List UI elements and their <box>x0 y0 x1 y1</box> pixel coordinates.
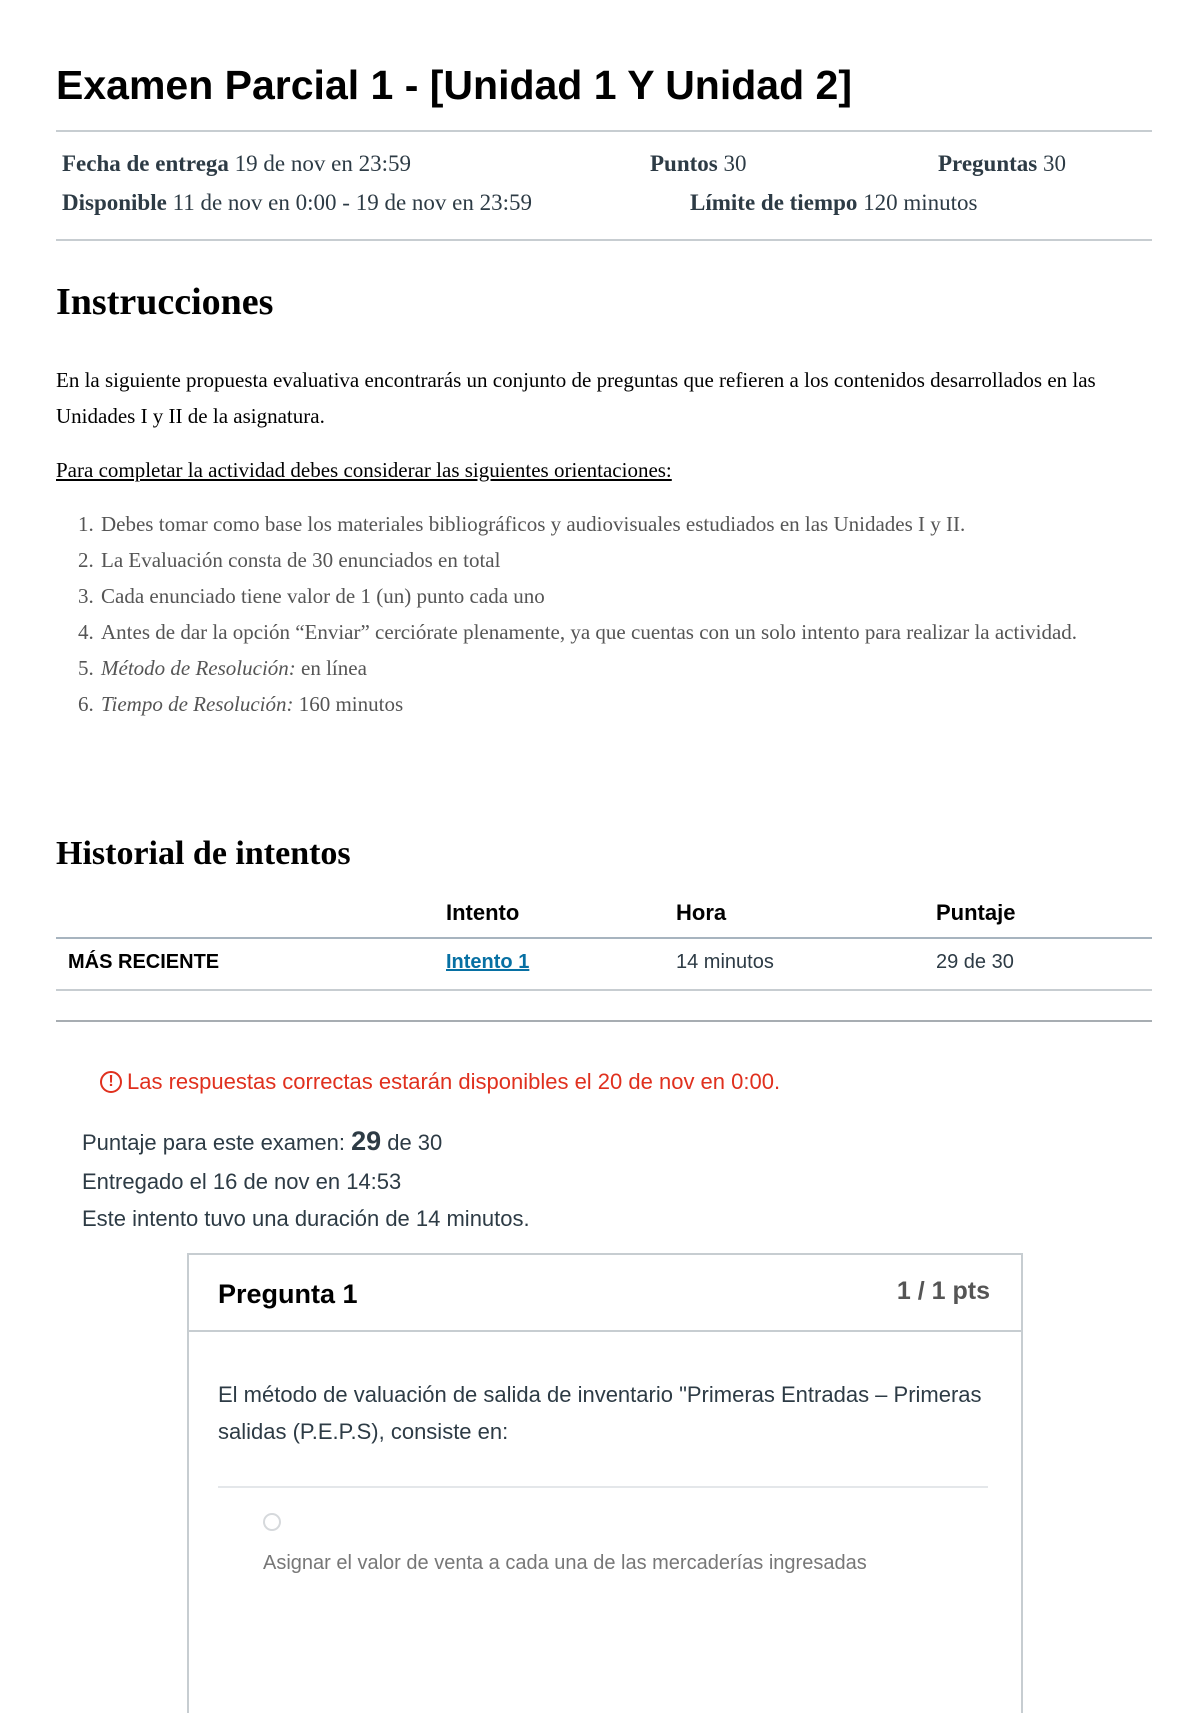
availability-value: 11 de nov en 0:00 - 19 de nov en 23:59 <box>172 190 532 215</box>
warning-icon: ! <box>100 1071 122 1093</box>
list-item-number: 3. <box>78 584 94 608</box>
questions-count <box>938 151 1066 177</box>
list-item-number: 5. <box>78 656 94 680</box>
orientation-heading: Para completar la actividad debes considerar las siguientes orientaciones: <box>56 458 672 482</box>
title-divider <box>56 130 1152 132</box>
list-item-text: 160 minutos <box>293 692 404 716</box>
submitted-date: Entregado el 16 de nov en 14:53 <box>82 1169 402 1194</box>
instructions-heading: Instrucciones <box>56 281 274 323</box>
time-limit-label: Límite de tiempo <box>690 190 858 215</box>
list-item-text: La Evaluación consta de 30 enunciados en total <box>101 548 501 572</box>
history-heading: Historial de intentos <box>56 835 351 872</box>
question-divider <box>218 1486 988 1488</box>
list-item-number: 4. <box>78 620 94 644</box>
question-points: 1 / 1 pts <box>896 1277 990 1305</box>
due-date-value: 19 de nov en 23:59 <box>234 151 411 176</box>
row-label: MÁS RECIENTE <box>68 951 220 973</box>
instructions-intro: En la siguiente propuesta evaluativa encontrarás un conjunto de preguntas que refieren a los contenidos desarrollados en las Unidades I y II de la asignatura. <box>56 368 1096 428</box>
exam-score <box>82 1126 442 1157</box>
list-item-text: Cada enunciado tiene valor de 1 (un) punto cada uno <box>101 584 545 608</box>
list-item-text: en línea <box>295 656 367 680</box>
column-header-score: Puntaje <box>936 900 1016 925</box>
question-header <box>189 1255 1021 1332</box>
list-item <box>56 578 1153 614</box>
instructions-list <box>56 506 1153 722</box>
points-label: Puntos <box>650 151 718 176</box>
list-item <box>56 650 1153 686</box>
list-item <box>56 542 1153 578</box>
score-prefix: Puntaje para este examen: <box>82 1130 352 1155</box>
question-title: Pregunta 1 <box>218 1279 358 1309</box>
due-date <box>62 151 411 177</box>
column-header-attempt: Intento <box>446 900 520 925</box>
list-item-number: 2. <box>78 548 94 572</box>
answer-radio[interactable] <box>263 1513 281 1531</box>
list-item <box>56 614 1153 650</box>
question-card <box>187 1253 1023 1713</box>
attempt-time: 14 minutos <box>676 951 774 973</box>
list-item-text: Debes tomar como base los materiales bibliográficos y audiovisuales estudiados en las Unidades I y II. <box>101 512 966 536</box>
score-value: 29 <box>351 1126 382 1156</box>
points <box>650 151 747 177</box>
page-title: Examen Parcial 1 - [Unidad 1 Y Unidad 2] <box>56 62 852 108</box>
answers-availability-alert <box>100 1069 780 1095</box>
due-date-label: Fecha de entrega <box>62 151 229 176</box>
list-item-number: 1. <box>78 512 94 536</box>
list-item-number: 6. <box>78 692 94 716</box>
column-header-time: Hora <box>676 900 727 925</box>
list-item <box>56 686 1153 722</box>
availability <box>62 190 532 216</box>
answer-option-label: Asignar el valor de venta a cada una de las mercaderías ingresadas <box>263 1552 867 1574</box>
questions-label: Preguntas <box>938 151 1038 176</box>
availability-label: Disponible <box>62 190 167 215</box>
list-item-label: Tiempo de Resolución: <box>101 692 294 716</box>
alert-text: Las respuestas correctas estarán disponibles el 20 de nov en 0:00. <box>127 1069 781 1094</box>
score-suffix: de 30 <box>381 1130 443 1155</box>
time-limit-value: 120 minutos <box>863 190 978 215</box>
attempt-duration: Este intento tuvo una duración de 14 minutos. <box>82 1206 530 1231</box>
list-item-label: Método de Resolución: <box>101 656 296 680</box>
time-limit <box>690 190 977 216</box>
list-item-text: Antes de dar la opción “Enviar” cerciórate plenamente, ya que cuentas con un solo intento para realizar la actividad. <box>101 620 1078 644</box>
points-value: 30 <box>723 151 747 176</box>
list-item <box>56 506 1153 542</box>
attempt-link[interactable]: Intento 1 <box>446 951 530 973</box>
question-text: El método de valuación de salida de inventario "Primeras Entradas – Primeras salidas (P.E.P.S), consiste en: <box>218 1382 982 1444</box>
meta-divider <box>56 239 1152 241</box>
attempt-score: 29 de 30 <box>936 951 1014 973</box>
section-divider <box>56 1020 1152 1022</box>
table-header-divider <box>56 937 1152 939</box>
table-row-divider <box>56 989 1152 991</box>
questions-value: 30 <box>1043 151 1066 176</box>
